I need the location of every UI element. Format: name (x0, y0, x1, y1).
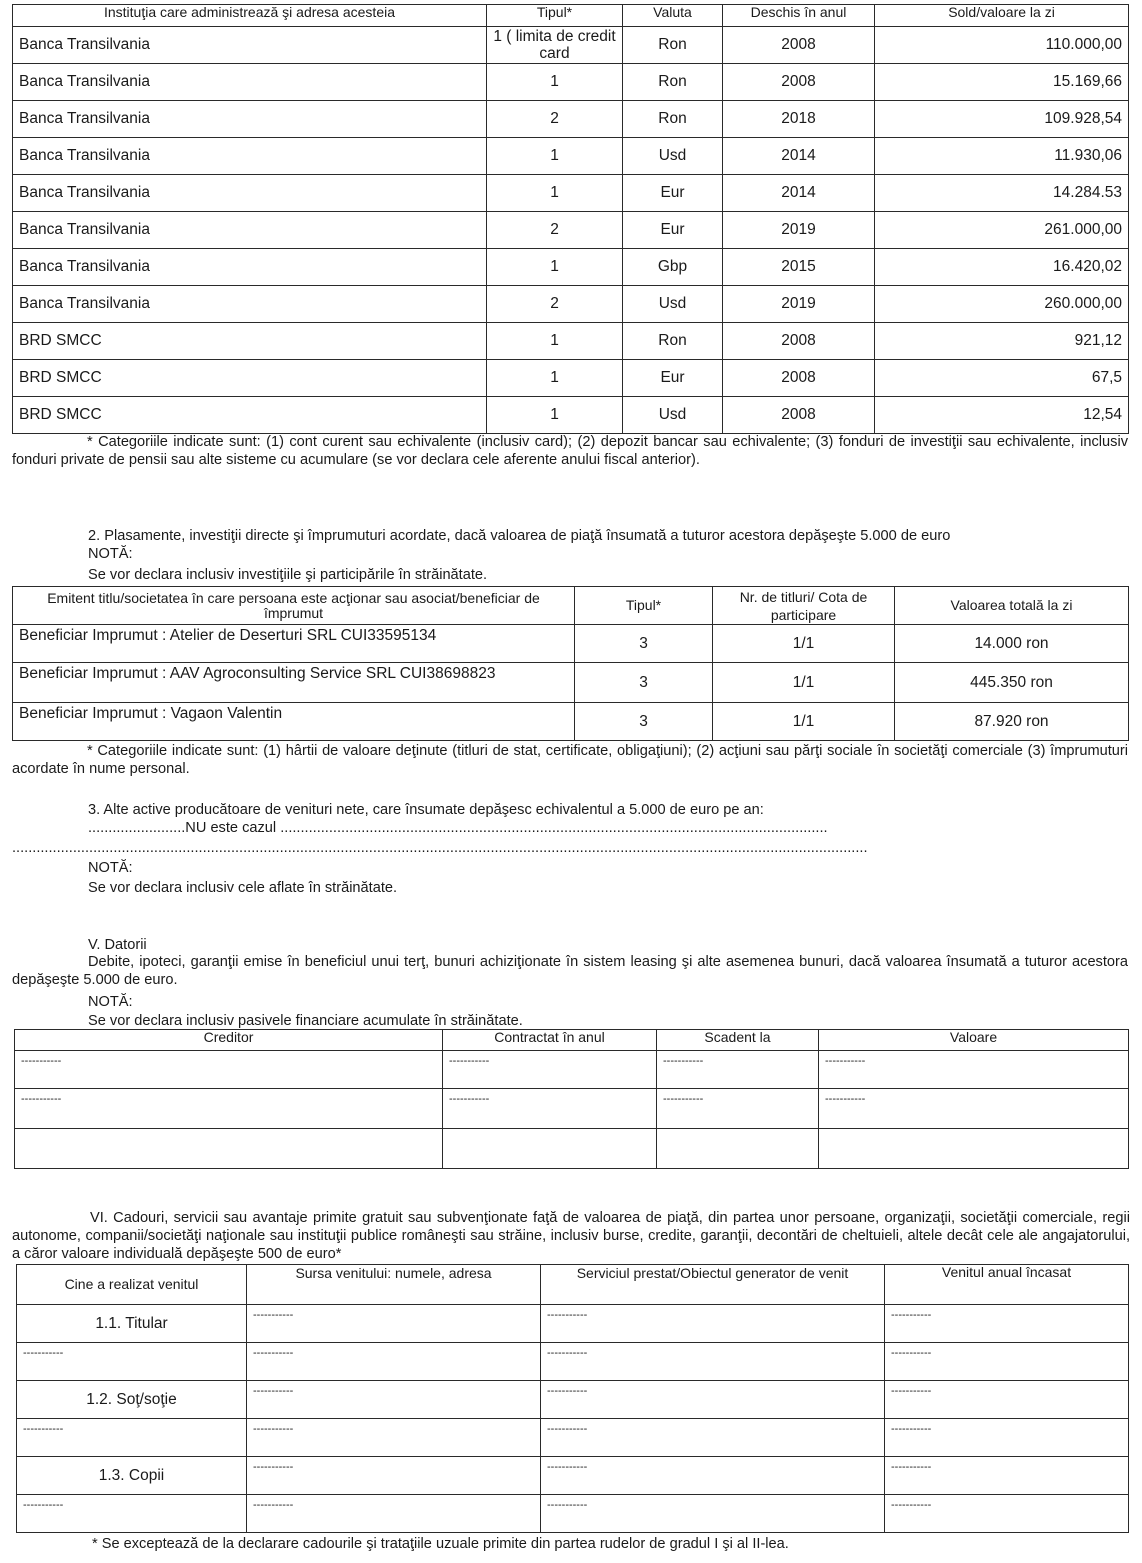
creditor-cell: ----------- (15, 1089, 443, 1129)
table-row (13, 625, 1129, 663)
balance-cell: 16.420,02 (875, 249, 1129, 286)
table-row (15, 1129, 1129, 1169)
balance-cell: 11.930,06 (875, 138, 1129, 175)
debts-text: Debite, ipoteci, garanţii emise în beneficiul unui terţ, bunuri achiziţionate în sistem leasing şi alte asemenea bunuri, dacă valoarea însumată a tuturor acestora depăşeşte 5.000 de euro. (12, 954, 1128, 988)
balance-cell: 921,12 (875, 323, 1129, 360)
value-cell: ----------- (819, 1089, 1129, 1129)
service-cell: ----------- (541, 1305, 885, 1343)
table-row (15, 1051, 1129, 1089)
header-due-date: Scadent la (657, 1030, 819, 1051)
institution-cell: Banca Transilvania (13, 101, 487, 138)
type-cell: 3 (575, 625, 713, 663)
table-row (13, 101, 1129, 138)
type-cell: 1 (487, 249, 623, 286)
issuer-cell: Beneficiar Imprumut : AAV Agroconsulting Service SRL CUI38698823 (13, 663, 575, 703)
header-source: Sursa venitului: numele, adresa (247, 1265, 541, 1305)
balance-cell: 110.000,00 (875, 27, 1129, 64)
balance-cell: 109.928,54 (875, 101, 1129, 138)
currency-cell: Usd (623, 138, 723, 175)
institution-cell: Banca Transilvania (13, 64, 487, 101)
income-cell: ----------- (885, 1343, 1129, 1381)
balance-cell: 12,54 (875, 397, 1129, 434)
shares-cell: 1/1 (713, 663, 895, 703)
accounts-footnote: * Categoriile indicate sunt: (1) cont curent sau echivalente (inclusiv card); (2) depozit bancar sau echivalente; (3) fonduri de investiţii sau echivalente, inclusiv fonduri private de pensii sau alte sisteme cu acumulare (se vor declara cele aferente anului fiscal anterior). (12, 434, 1128, 468)
institution-cell: Banca Transilvania (13, 249, 487, 286)
type-cell: 1 (487, 397, 623, 434)
year-cell: 2018 (723, 101, 875, 138)
other-assets-note-label: NOTĂ: (88, 860, 133, 876)
header-earner: Cine a realizat venitul (17, 1265, 247, 1305)
institution-cell: Banca Transilvania (13, 175, 487, 212)
institution-cell: Banca Transilvania (13, 138, 487, 175)
table-row (17, 1381, 1129, 1419)
investments-footnote: * Categoriile indicate sunt: (1) hârtii de valoare deţinute (titluri de stat, certificate, obligaţiuni); (2) acţiuni sau părţi sociale în societăţi comerciale (3) împrumuturi acordate în nume personal. (12, 743, 1128, 777)
table-row (17, 1419, 1129, 1457)
table-row (13, 64, 1129, 101)
type-cell: 3 (575, 703, 713, 741)
accounts-table (12, 4, 1129, 434)
earner-cell: ----------- (17, 1495, 247, 1533)
type-cell: 1 (487, 323, 623, 360)
earner-cell: 1.3. Copii (17, 1457, 247, 1495)
year-cell: 2015 (723, 249, 875, 286)
currency-cell: Usd (623, 397, 723, 434)
table-row (17, 1343, 1129, 1381)
debts-table (14, 1029, 1129, 1169)
table-row (13, 360, 1129, 397)
other-assets-heading: 3. Alte active producătoare de venituri nete, care însumate depăşesc echivalentul a 5.000 de euro pe an: (88, 802, 764, 818)
income-cell: ----------- (885, 1495, 1129, 1533)
issuer-cell: Beneficiar Imprumut : Vagaon Valentin (13, 703, 575, 741)
currency-cell: Usd (623, 286, 723, 323)
income-cell: ----------- (885, 1381, 1129, 1419)
header-type: Tipul* (575, 587, 713, 625)
income-cell: ----------- (885, 1419, 1129, 1457)
balance-cell: 260.000,00 (875, 286, 1129, 323)
currency-cell: Ron (623, 101, 723, 138)
year-cell: 2008 (723, 360, 875, 397)
value-cell: 14.000 ron (895, 625, 1129, 663)
institution-cell: Banca Transilvania (13, 286, 487, 323)
table-row (13, 663, 1129, 703)
type-cell: 1 (487, 138, 623, 175)
type-cell: 2 (487, 212, 623, 249)
type-cell: 1 (487, 64, 623, 101)
investments-heading: 2. Plasamente, investiţii directe şi împrumuturi acordate, dacă valoarea de piaţă însumată a tuturor acestora depăşeşte 5.000 de euro (88, 528, 951, 544)
balance-cell: 15.169,66 (875, 64, 1129, 101)
header-balance: Sold/valoare la zi (875, 5, 1129, 27)
source-cell: ----------- (247, 1419, 541, 1457)
due-date-cell (657, 1129, 819, 1169)
creditor-cell (15, 1129, 443, 1169)
shares-cell: 1/1 (713, 625, 895, 663)
year-cell: 2008 (723, 397, 875, 434)
service-cell: ----------- (541, 1457, 885, 1495)
type-cell: 1 ( limita de credit card (487, 27, 623, 64)
earner-cell: ----------- (17, 1419, 247, 1457)
table-row (13, 397, 1129, 434)
year-cell: 2008 (723, 64, 875, 101)
source-cell: ----------- (247, 1305, 541, 1343)
due-date-cell: ----------- (657, 1051, 819, 1089)
debts-note-text: Se vor declara inclusiv pasivele financiare acumulate în străinătate. (88, 1013, 523, 1029)
table-row (17, 1305, 1129, 1343)
year-cell: 2019 (723, 286, 875, 323)
table-row (13, 286, 1129, 323)
source-cell: ----------- (247, 1343, 541, 1381)
table-row (15, 1089, 1129, 1129)
contracted-year-cell: ----------- (443, 1089, 657, 1129)
table-row (13, 138, 1129, 175)
currency-cell: Gbp (623, 249, 723, 286)
header-institution: Instituţia care administrează şi adresa acesteia (13, 5, 487, 27)
gifts-footnote: * Se exceptează de la declarare cadourile şi trataţiile uzuale primite din partea rudelor de gradul I şi al II-lea. (92, 1536, 789, 1552)
table-row (13, 249, 1129, 286)
year-cell: 2014 (723, 138, 875, 175)
creditor-cell: ----------- (15, 1051, 443, 1089)
header-annual-income: Venitul anual încasat (885, 1265, 1129, 1305)
earner-cell: 1.2. Soţ/soţie (17, 1381, 247, 1419)
institution-cell: BRD SMCC (13, 397, 487, 434)
type-cell: 2 (487, 101, 623, 138)
institution-cell: BRD SMCC (13, 323, 487, 360)
header-shares: Nr. de titluri/ Cota de participare (713, 587, 895, 625)
currency-cell: Eur (623, 360, 723, 397)
table-row (13, 323, 1129, 360)
currency-cell: Ron (623, 27, 723, 64)
table-row (17, 1457, 1129, 1495)
year-cell: 2014 (723, 175, 875, 212)
source-cell: ----------- (247, 1381, 541, 1419)
other-assets-line-1: ........................NU este cazul ....................................................................................................................................... (88, 820, 828, 836)
header-service: Serviciul prestat/Obiectul generator de venit (541, 1265, 885, 1305)
issuer-cell: Beneficiar Imprumut : Atelier de Deserturi SRL CUI33595134 (13, 625, 575, 663)
investments-note-label: NOTĂ: (88, 546, 133, 562)
income-cell: ----------- (885, 1457, 1129, 1495)
service-cell: ----------- (541, 1419, 885, 1457)
year-cell: 2019 (723, 212, 875, 249)
type-cell: 3 (575, 663, 713, 703)
header-issuer: Emitent titlu/societatea în care persoana este acţionar sau asociat/beneficiar de împrumut (13, 587, 575, 625)
header-contracted-year: Contractat în anul (443, 1030, 657, 1051)
source-cell: ----------- (247, 1457, 541, 1495)
other-assets-line-2: ................................................................................................................................................................................................................... (12, 840, 868, 856)
service-cell: ----------- (541, 1343, 885, 1381)
table-row (13, 27, 1129, 64)
currency-cell: Eur (623, 212, 723, 249)
contracted-year-cell (443, 1129, 657, 1169)
other-assets-note-text: Se vor declara inclusiv cele aflate în străinătate. (88, 880, 398, 896)
institution-cell: Banca Transilvania (13, 27, 487, 64)
service-cell: ----------- (541, 1495, 885, 1533)
source-cell: ----------- (247, 1495, 541, 1533)
value-cell: 87.920 ron (895, 703, 1129, 741)
institution-cell: Banca Transilvania (13, 212, 487, 249)
investments-table (12, 586, 1129, 741)
header-opened-year: Deschis în anul (723, 5, 875, 27)
currency-cell: Ron (623, 64, 723, 101)
type-cell: 2 (487, 286, 623, 323)
header-currency: Valuta (623, 5, 723, 27)
contracted-year-cell: ----------- (443, 1051, 657, 1089)
table-row (13, 703, 1129, 741)
earner-cell: 1.1. Titular (17, 1305, 247, 1343)
gifts-text: VI. Cadouri, servicii sau avantaje primite gratuit sau subvenţionate faţă de valoarea de piaţă, din partea unor persoane, organizaţii, societăţii comerciale, regii autonome, companii/societăţi naţionale sau instituţii publice româneşti sau străine, inclusiv burse, credite, garanţii, decontări de cheltuieli, altele decât cele ale angajatorului, a căror valoare individuală depăşeşte 500 de euro* (12, 1210, 1130, 1262)
header-total-value: Valoarea totală la zi (895, 587, 1129, 625)
table-row (17, 1495, 1129, 1533)
shares-cell: 1/1 (713, 703, 895, 741)
earner-cell: ----------- (17, 1343, 247, 1381)
balance-cell: 261.000,00 (875, 212, 1129, 249)
year-cell: 2008 (723, 27, 875, 64)
gifts-table (16, 1264, 1129, 1533)
value-cell: 445.350 ron (895, 663, 1129, 703)
due-date-cell: ----------- (657, 1089, 819, 1129)
table-row (13, 175, 1129, 212)
header-type: Tipul* (487, 5, 623, 27)
balance-cell: 14.284.53 (875, 175, 1129, 212)
debts-heading: V. Datorii (88, 937, 147, 953)
currency-cell: Eur (623, 175, 723, 212)
type-cell: 1 (487, 175, 623, 212)
service-cell: ----------- (541, 1381, 885, 1419)
institution-cell: BRD SMCC (13, 360, 487, 397)
header-value: Valoare (819, 1030, 1129, 1051)
value-cell (819, 1129, 1129, 1169)
currency-cell: Ron (623, 323, 723, 360)
value-cell: ----------- (819, 1051, 1129, 1089)
balance-cell: 67,5 (875, 360, 1129, 397)
debts-note-label: NOTĂ: (88, 994, 133, 1010)
type-cell: 1 (487, 360, 623, 397)
investments-note-text: Se vor declara inclusiv investiţiile şi participările în străinătate. (88, 567, 488, 583)
header-creditor: Creditor (15, 1030, 443, 1051)
year-cell: 2008 (723, 323, 875, 360)
table-row (13, 212, 1129, 249)
income-cell: ----------- (885, 1305, 1129, 1343)
